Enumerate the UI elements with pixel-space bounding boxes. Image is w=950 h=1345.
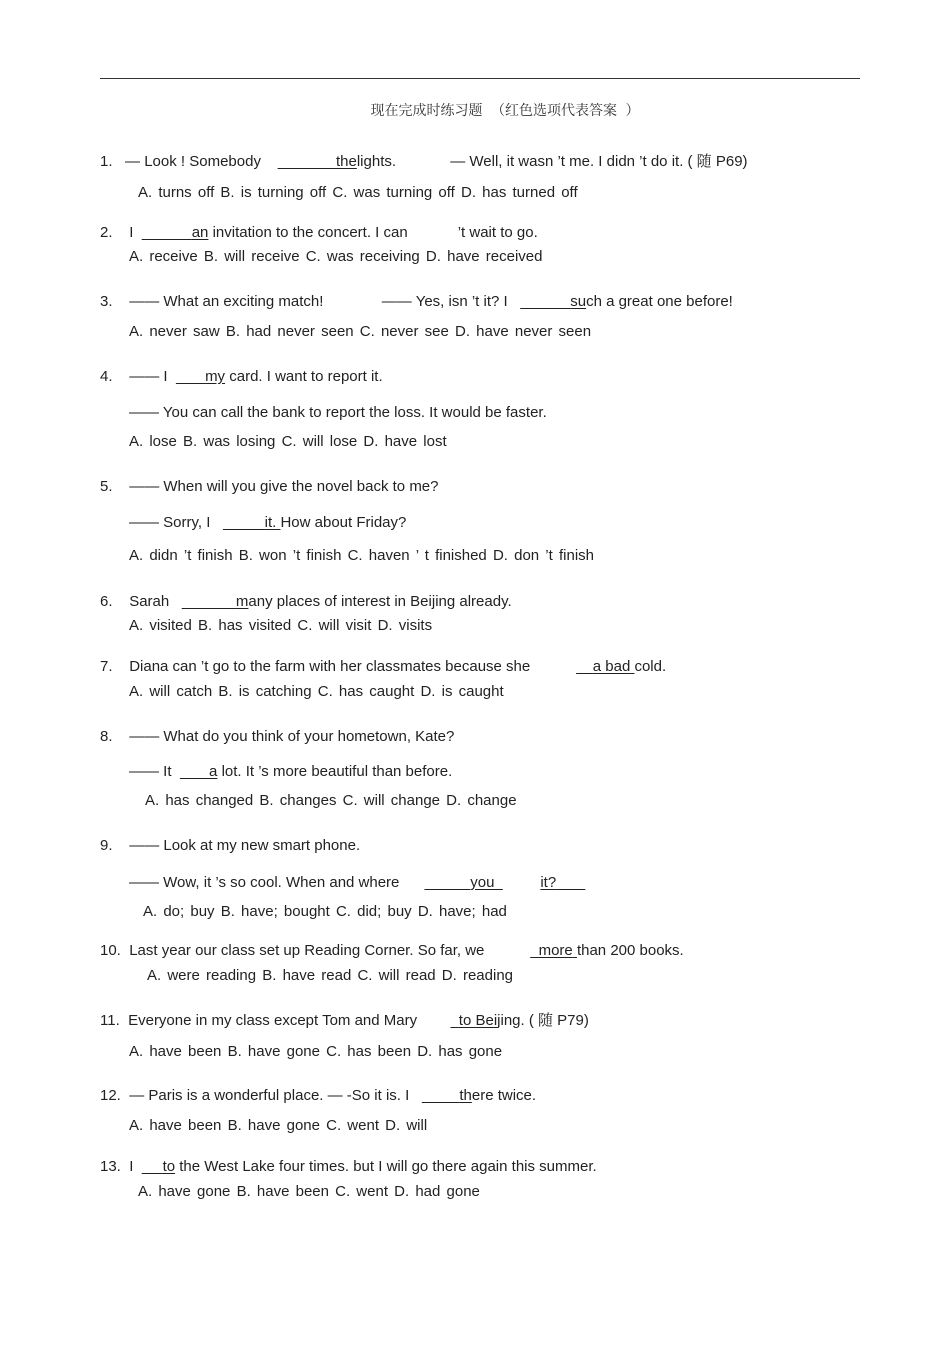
question-13-options: A. have gone B. have been C. went D. had gone	[138, 1183, 480, 1200]
answer-blank: an	[191, 224, 209, 241]
answer-blank: it.	[264, 514, 277, 531]
question-9-subline: —— Wow, it ’s so cool. When and where you it?	[129, 874, 585, 892]
question-5-stem: 5. —— When will you give the novel back to me?	[100, 478, 439, 495]
answer-blank: to	[162, 1158, 176, 1175]
question-13-stem: 13. I to the West Lake four times. but I will go there again this summer.	[100, 1158, 597, 1175]
question-4-stem: 4. —— I my card. I want to report it.	[100, 368, 383, 385]
question-11-options: A. have been B. have gone C. has been D. has gone	[129, 1043, 503, 1060]
answer-blank: my	[205, 368, 226, 385]
answer-blank: m	[235, 593, 249, 610]
question-2-options: A. receive B. will receive C. was receiving D. have received	[129, 248, 543, 265]
question-9-options: A. do; buy B. have; bought C. did; buy D. have; had	[143, 903, 507, 920]
answer-blank: it?	[540, 874, 557, 891]
question-8-options: A. has changed B. changes C. will change D. change	[145, 792, 517, 809]
question-2-stem: 2. I an invitation to the concert. I can ’t wait to go.	[100, 224, 538, 241]
answer-blank: to Bei	[458, 1012, 498, 1029]
answer-blank: a	[209, 763, 218, 780]
question-6-options: A. visited B. has visited C. will visit D. visits	[129, 617, 433, 634]
question-3-options: A. never saw B. had never seen C. never see D. have never seen	[129, 323, 592, 340]
question-10-options: A. were reading B. have read C. will read D. reading	[147, 967, 514, 984]
question-3-stem: 3. —— What an exciting match! —— Yes, isn ’t it? I such a great one before!	[100, 293, 733, 310]
answer-blank: you	[470, 874, 495, 891]
question-5-subline: —— Sorry, I it. How about Friday?	[129, 514, 407, 531]
question-8-subline: —— It a lot. It ’s more beautiful than before.	[129, 763, 453, 780]
question-5-options: A. didn ’t finish B. won ’t finish C. haven ’ t finished D. don ’t finish	[129, 547, 594, 564]
question-1-options: A. turns off B. is turning off C. was turning off D. has turned off	[138, 184, 578, 201]
question-7-options: A. will catch B. is catching C. has caught D. is caught	[129, 683, 504, 700]
question-12-options: A. have been B. have gone C. went D. will	[129, 1117, 428, 1134]
question-4-options: A. lose B. was losing C. will lose D. have lost	[129, 433, 447, 450]
answer-blank: th	[459, 1087, 472, 1104]
question-6-stem: 6. Sarah many places of interest in Beijing already.	[100, 593, 512, 610]
question-10-stem: 10. Last year our class set up Reading Corner. So far, we more than 200 books.	[100, 942, 684, 959]
answer-blank: a bad	[592, 658, 631, 675]
page-title: 现在完成时练习题 （红色选项代表答案 ）	[370, 103, 640, 119]
header-rule	[100, 78, 860, 79]
question-11-stem: 11. Everyone in my class except Tom and Mary to Beijing. ( 随 P79)	[100, 1012, 589, 1029]
question-4-subline: —— You can call the bank to report the loss. It would be faster.	[129, 404, 547, 421]
question-12-stem: 12. — Paris is a wonderful place. — -So it is. I there twice.	[100, 1087, 537, 1104]
question-1-stem: 1. — Look ! Somebody thelights. — Well, it wasn ’t me. I didn ’t do it. ( 随 P69)	[100, 153, 748, 170]
answer-blank: more	[538, 942, 573, 959]
answer-blank: su	[570, 293, 587, 310]
answer-blank: the	[335, 153, 357, 170]
question-7-stem: 7. Diana can ’t go to the farm with her classmates because she a bad cold.	[100, 658, 667, 675]
question-9-stem: 9. —— Look at my new smart phone.	[100, 837, 361, 854]
question-8-stem: 8. —— What do you think of your hometown, Kate?	[100, 728, 455, 745]
